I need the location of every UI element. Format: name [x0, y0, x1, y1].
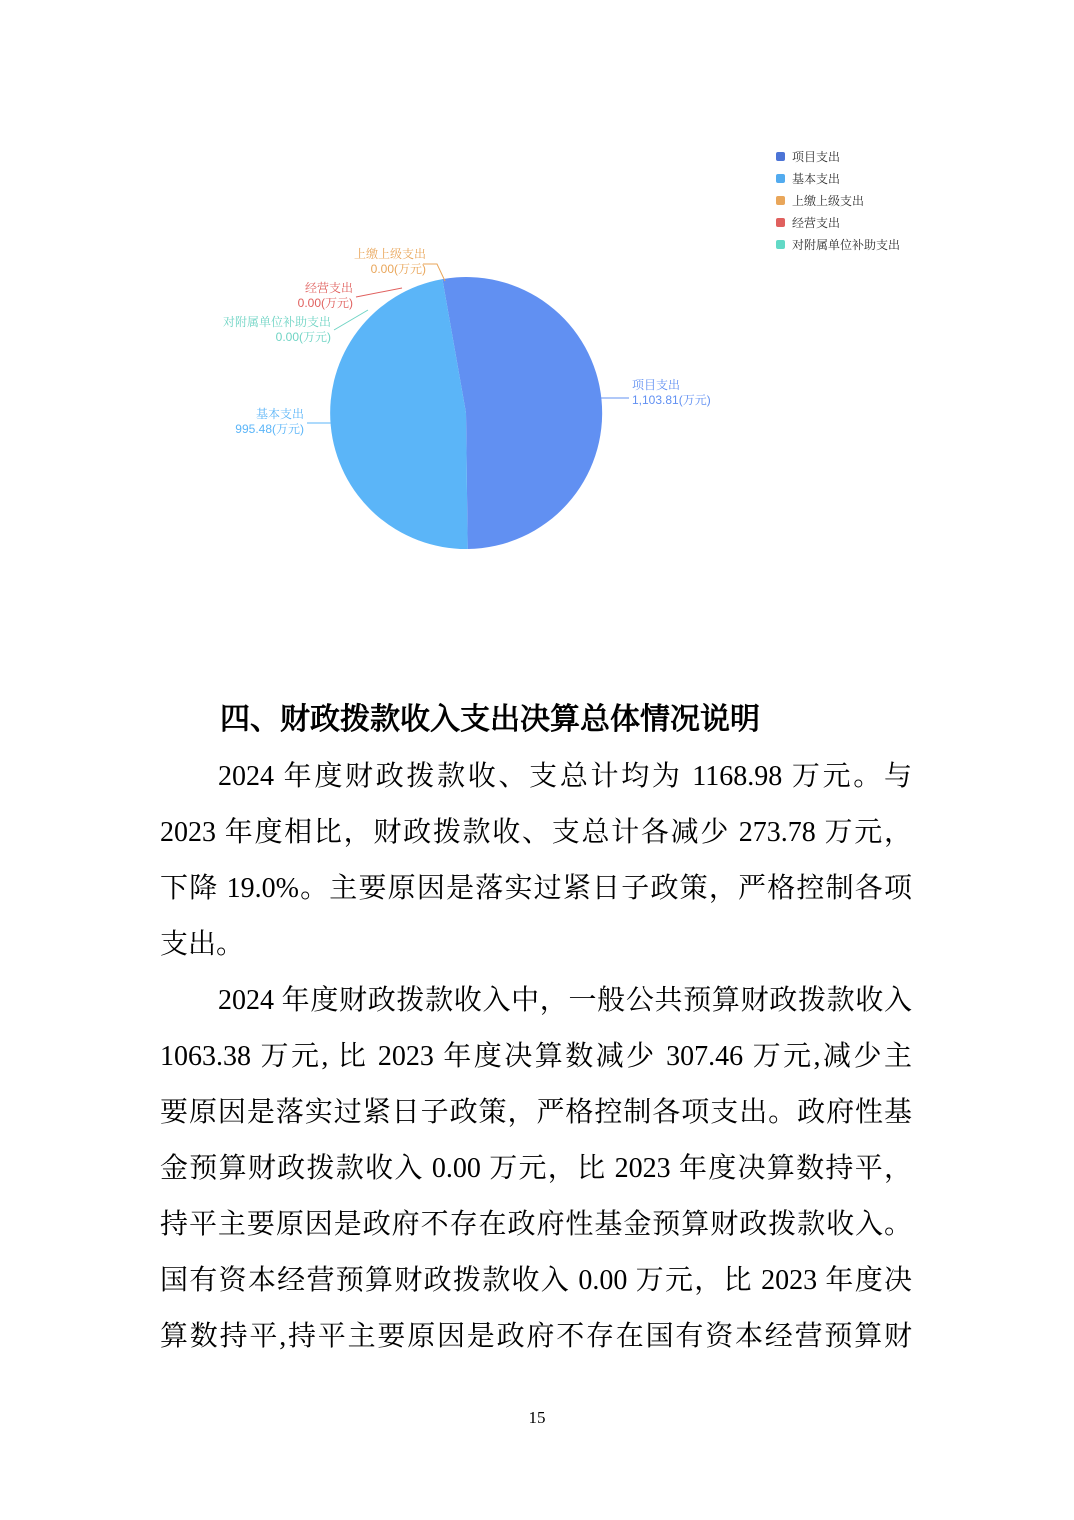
pie-label-operating-expenditure-value: 0.00(万元) — [297, 296, 353, 310]
leader-line-remitted-to-superior-expenditure — [423, 264, 445, 281]
pie-label-basic-expenditure-name: 基本支出 — [255, 407, 304, 421]
legend-item-project-expenditure — [776, 145, 900, 167]
pie-label-subsidy-to-affiliated-units-expenditure-name: 对附属单位补助支出 — [222, 315, 331, 329]
pie-slices — [330, 277, 602, 549]
paragraph-line: 算数持平,持平主要原因是政府不存在国有资本经营预算财 — [160, 1321, 912, 1352]
paragraph-line: 2024 年度财政拨款收入中，一般公共预算财政拨款收入 — [218, 985, 912, 1016]
legend-label: 项目支出 — [792, 149, 841, 164]
paragraph-line: 持平主要原因是政府不存在政府性基金预算财政拨款收入。 — [160, 1209, 912, 1240]
pie-label-project-expenditure-name: 项目支出 — [632, 378, 681, 392]
pie-label-operating-expenditure-name: 经营支出 — [304, 281, 353, 295]
pie-label-subsidy-to-affiliated-units-expenditure-value: 0.00(万元) — [275, 330, 331, 344]
paragraph-line: 2024 年度财政拨款收、支总计均为 1168.98 万元。与 — [218, 761, 912, 792]
paragraph-line: 支出。 — [160, 929, 245, 960]
legend-marker-icon — [776, 240, 785, 249]
legend-item-remitted-to-superior-expenditure — [776, 189, 900, 211]
paragraph-line: 国有资本经营预算财政拨款收入 0.00 万元，比 2023 年度决 — [160, 1265, 912, 1296]
legend-item-subsidy-to-affiliated-units-expenditure — [776, 233, 900, 255]
pie-label-basic-expenditure-value: 995.48(万元) — [235, 422, 304, 436]
page-number: 15 — [528, 1408, 546, 1427]
legend-label: 对附属单位补助支出 — [792, 237, 901, 252]
paragraph-line: 1063.38 万元, 比 2023 年度决算数减少 307.46 万元,减少主 — [160, 1041, 912, 1072]
expenditure-pie-chart — [150, 140, 924, 640]
legend-label: 上缴上级支出 — [792, 193, 865, 208]
section-content — [160, 700, 912, 1365]
legend-marker-icon — [776, 196, 785, 205]
paragraph-line: 金预算财政拨款收入 0.00 万元，比 2023 年度决算数持平， — [160, 1153, 912, 1184]
paragraph-line: 要原因是落实过紧日子政策，严格控制各项支出。政府性基 — [160, 1097, 912, 1128]
legend-item-basic-expenditure — [776, 167, 900, 189]
legend-marker-icon — [776, 218, 785, 227]
legend-item-operating-expenditure — [776, 211, 900, 233]
legend-label: 经营支出 — [792, 215, 841, 230]
pie-label-remitted-to-superior-expenditure-name: 上缴上级支出 — [353, 247, 426, 261]
leader-line-operating-expenditure — [356, 288, 402, 297]
chart-legend — [776, 145, 900, 255]
paragraph-line: 下降 19.0%。主要原因是落实过紧日子政策，严格控制各项 — [160, 873, 912, 904]
section-heading: 四、财政拨款收入支出决算总体情况说明 — [220, 703, 760, 736]
pie-label-remitted-to-superior-expenditure-value: 0.00(万元) — [370, 262, 426, 276]
paragraph-line: 2023 年度相比，财政拨款收、支总计各减少 273.78 万元， — [160, 817, 912, 848]
legend-marker-icon — [776, 152, 785, 161]
pie-label-project-expenditure-value: 1,103.81(万元) — [632, 393, 711, 407]
legend-marker-icon — [776, 174, 785, 183]
legend-label: 基本支出 — [792, 171, 841, 186]
